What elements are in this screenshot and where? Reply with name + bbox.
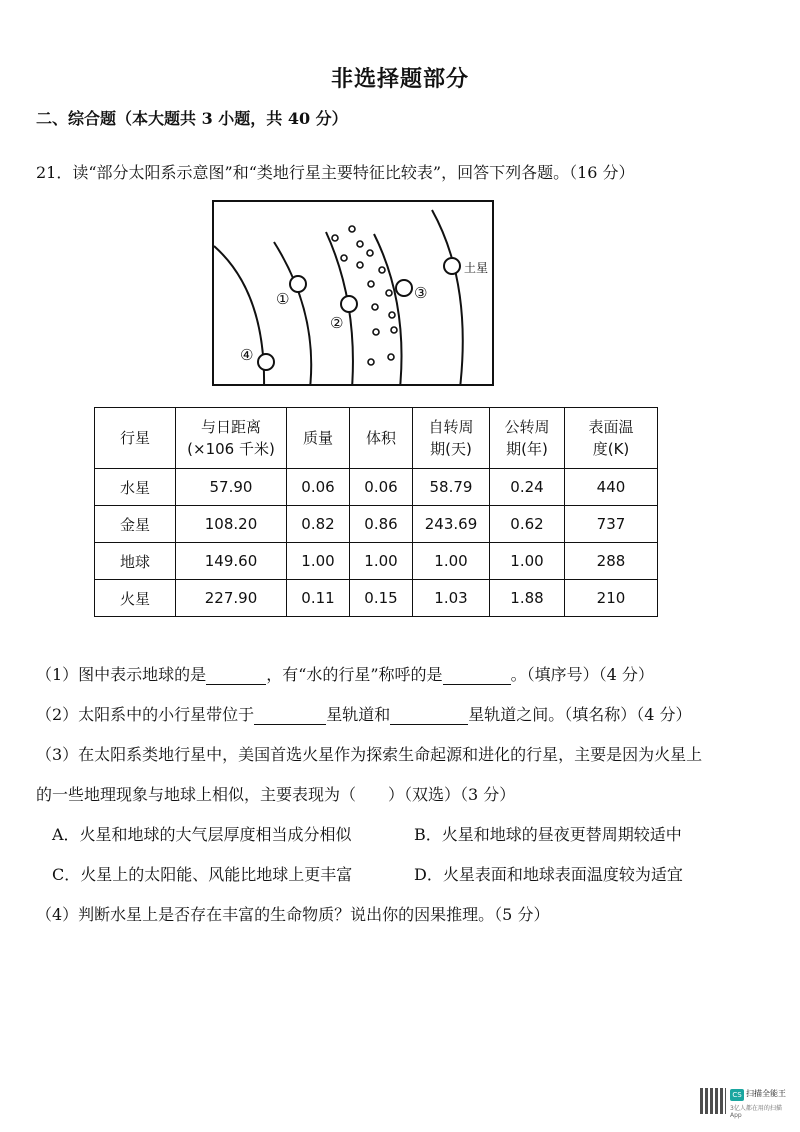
asteroid [389, 312, 395, 318]
q1-text-a: （1）图中表示地球的是 [36, 665, 207, 684]
planet-3 [396, 280, 412, 296]
option-b: B．火星和地球的昼夜更替周期较适中 [414, 825, 682, 844]
scanner-app-tagline: 3亿人都在用的扫描App [730, 1105, 782, 1119]
planet-4 [258, 354, 274, 370]
question-4: （4）判断水星上是否存在丰富的生命物质？说出你的因果推理。（5 分） [36, 905, 550, 924]
marker-3: ③ [414, 284, 428, 302]
option-a: A．火星和地球的大气层厚度相当成分相似 [52, 825, 352, 844]
page-title: 非选择题部分 [330, 66, 469, 92]
cell: 210 [565, 580, 658, 617]
cell: 57.90 [176, 469, 287, 506]
asteroid [388, 354, 394, 360]
cell: 金星 [95, 506, 176, 543]
scanner-app-name: 扫描全能王 [746, 1089, 786, 1098]
answer-blank[interactable] [390, 724, 468, 725]
section-heading: 二、综合题（本大题共 3 小题，共 40 分） [36, 109, 348, 128]
cell: 1.03 [413, 580, 490, 617]
cell: 149.60 [176, 543, 287, 580]
solar-system-diagram [212, 200, 494, 386]
q2-text-a: （2）太阳系中的小行星带位于 [36, 705, 255, 724]
q1-text-c: 。（填序号）（4 分） [510, 665, 654, 684]
question-1 [36, 662, 654, 685]
table-row [95, 543, 658, 580]
cell: 227.90 [176, 580, 287, 617]
asteroid [386, 290, 392, 296]
asteroid [391, 327, 397, 333]
table-row [95, 506, 658, 543]
cell: 0.06 [350, 469, 413, 506]
asteroid [357, 262, 363, 268]
orbit-drawing [214, 202, 494, 386]
orbit-2 [274, 242, 311, 386]
orbit-5 [432, 210, 463, 386]
planet-saturn [444, 258, 460, 274]
planet-1 [290, 276, 306, 292]
asteroid [372, 304, 378, 310]
header-mass: 质量 [287, 408, 350, 469]
asteroid [349, 226, 355, 232]
table-row [95, 580, 658, 617]
cell: 地球 [95, 543, 176, 580]
question-3-line2: 的一些地理现象与地球上相似，主要表现为（ ）（双选）（3 分） [36, 785, 516, 804]
cell: 243.69 [413, 506, 490, 543]
asteroid [341, 255, 347, 261]
cell: 1.88 [490, 580, 565, 617]
option-c: C．火星上的太阳能、风能比地球上更丰富 [52, 865, 353, 884]
cell: 0.86 [350, 506, 413, 543]
option-d: D．火星表面和地球表面温度较为适宜 [414, 865, 683, 884]
orbit-4 [374, 234, 402, 386]
table-row [95, 469, 658, 506]
qr-code-icon [700, 1088, 726, 1114]
asteroid [367, 250, 373, 256]
q2-text-b: 星轨道和 [326, 705, 391, 724]
cell: 108.20 [176, 506, 287, 543]
header-rotation: 自转周 期(天) [413, 408, 490, 469]
q1-text-b: ，有“水的行星”称呼的是 [266, 665, 443, 684]
cell: 1.00 [350, 543, 413, 580]
cell: 水星 [95, 469, 176, 506]
planet-2 [341, 296, 357, 312]
header-temperature: 表面温 度(K) [565, 408, 658, 469]
scanner-watermark [700, 1088, 786, 1118]
asteroid [332, 235, 338, 241]
answer-blank[interactable] [443, 684, 511, 685]
cell: 0.82 [287, 506, 350, 543]
camscanner-logo-icon: CS [730, 1089, 744, 1101]
table-header-row [95, 408, 658, 469]
question-3-line1: （3）在太阳系类地行星中，美国首选火星作为探索生命起源和进化的行星，主要是因为火星上 [36, 745, 703, 764]
cell: 0.06 [287, 469, 350, 506]
saturn-label: 土星 [464, 261, 489, 275]
asteroid [368, 359, 374, 365]
header-volume: 体积 [350, 408, 413, 469]
asteroid [368, 281, 374, 287]
answer-blank[interactable] [254, 724, 326, 725]
cell: 288 [565, 543, 658, 580]
header-distance: 与日距离 (×106 千米) [176, 408, 287, 469]
cell: 火星 [95, 580, 176, 617]
cell: 1.00 [287, 543, 350, 580]
asteroid [379, 267, 385, 273]
marker-1: ① [276, 290, 290, 308]
marker-4: ④ [240, 346, 254, 364]
header-revolution: 公转周 期(年) [490, 408, 565, 469]
asteroid [357, 241, 363, 247]
cell: 737 [565, 506, 658, 543]
answer-blank[interactable] [206, 684, 266, 685]
q2-text-c: 星轨道之间。（填名称）（4 分） [468, 705, 692, 724]
cell: 0.15 [350, 580, 413, 617]
cell: 0.24 [490, 469, 565, 506]
header-planet: 行星 [95, 408, 176, 469]
cell: 1.00 [413, 543, 490, 580]
cell: 0.11 [287, 580, 350, 617]
asteroid [373, 329, 379, 335]
orbit-1 [214, 246, 264, 386]
cell: 440 [565, 469, 658, 506]
cell: 1.00 [490, 543, 565, 580]
marker-2: ② [330, 314, 344, 332]
cell: 58.79 [413, 469, 490, 506]
terrestrial-planet-table [94, 407, 658, 617]
question-2 [36, 702, 691, 725]
question-21-stem: 21．读“部分太阳系示意图”和“类地行星主要特征比较表”，回答下列各题。（16 分） [36, 163, 635, 182]
cell: 0.62 [490, 506, 565, 543]
